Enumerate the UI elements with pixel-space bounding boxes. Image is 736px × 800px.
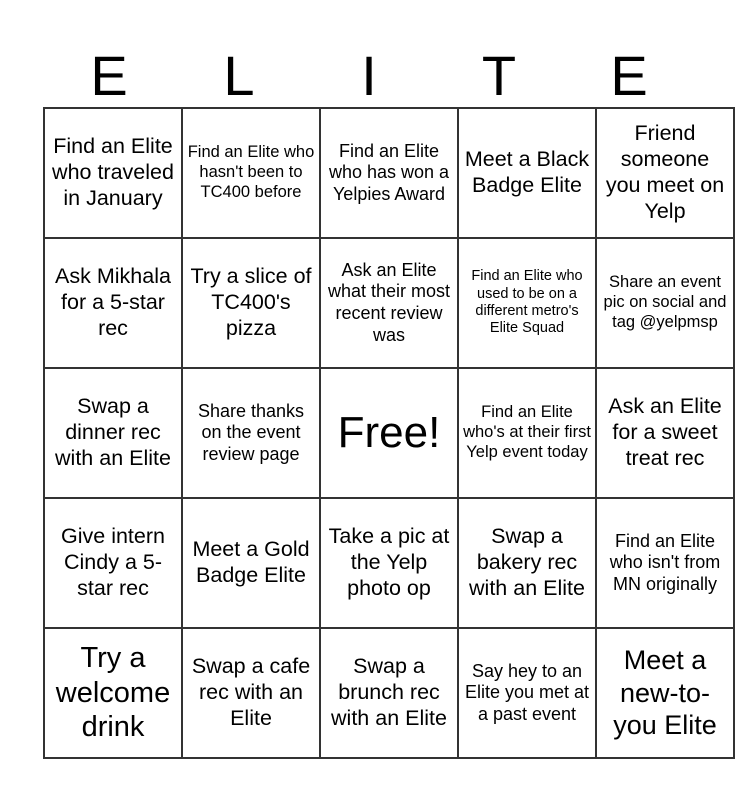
bingo-cell[interactable]: Find an Elite who isn't from MN originally (596, 498, 734, 628)
bingo-cell[interactable]: Meet a Black Badge Elite (458, 108, 596, 238)
bingo-cell[interactable]: Swap a cafe rec with an Elite (182, 628, 320, 758)
header-letter-e2: E (610, 44, 648, 107)
bingo-cell[interactable]: Swap a brunch rec with an Elite (320, 628, 458, 758)
bingo-cell[interactable]: Ask Mikhala for a 5-star rec (44, 238, 182, 368)
bingo-cell[interactable]: Find an Elite who traveled in January (44, 108, 182, 238)
bingo-cell[interactable]: Ask an Elite for a sweet treat rec (596, 368, 734, 498)
bingo-row (44, 108, 734, 238)
header-letter-t: T (481, 44, 517, 107)
bingo-row (44, 238, 734, 368)
header-letter-i: I (361, 44, 377, 107)
bingo-cell[interactable]: Try a welcome drink (44, 628, 182, 758)
bingo-cell[interactable]: Friend someone you meet on Yelp (596, 108, 734, 238)
bingo-grid (43, 107, 735, 759)
header-letter-l: L (223, 44, 255, 107)
bingo-cell[interactable]: Meet a new-to-you Elite (596, 628, 734, 758)
bingo-cell[interactable]: Meet a Gold Badge Elite (182, 498, 320, 628)
bingo-cell[interactable]: Find an Elite who's at their first Yelp event today (458, 368, 596, 498)
bingo-row (44, 628, 734, 758)
bingo-cell[interactable]: Share an event pic on social and tag @yelpmsp (596, 238, 734, 368)
bingo-cell[interactable]: Give intern Cindy a 5-star rec (44, 498, 182, 628)
bingo-row (44, 498, 734, 628)
bingo-cell[interactable]: Say hey to an Elite you met at a past event (458, 628, 596, 758)
bingo-cell[interactable]: Share thanks on the event review page (182, 368, 320, 498)
bingo-cell[interactable]: Swap a dinner rec with an Elite (44, 368, 182, 498)
bingo-cell[interactable]: Find an Elite who has won a Yelpies Award (320, 108, 458, 238)
bingo-header (44, 44, 694, 108)
bingo-cell[interactable]: Find an Elite who used to be on a different metro's Elite Squad (458, 238, 596, 368)
bingo-cell[interactable]: Swap a bakery rec with an Elite (458, 498, 596, 628)
bingo-cell[interactable]: Try a slice of TC400's pizza (182, 238, 320, 368)
free-space-cell[interactable]: Free! (320, 368, 458, 498)
bingo-cell[interactable]: Find an Elite who hasn't been to TC400 before (182, 108, 320, 238)
bingo-cell[interactable]: Ask an Elite what their most recent review was (320, 238, 458, 368)
header-letter-e1: E (90, 44, 128, 107)
bingo-cell[interactable]: Take a pic at the Yelp photo op (320, 498, 458, 628)
bingo-row (44, 368, 734, 498)
